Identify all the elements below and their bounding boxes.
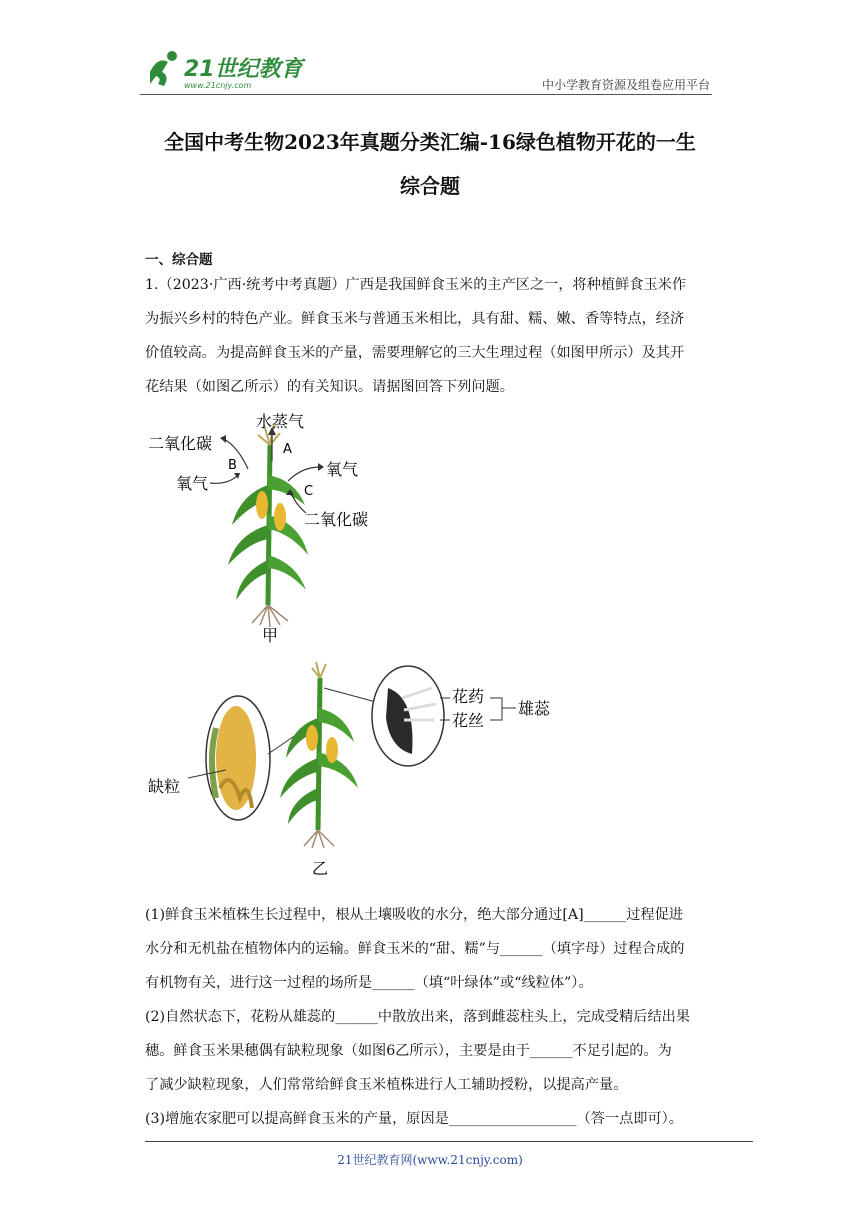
- roots: [252, 605, 288, 627]
- sub-question-1: [145, 898, 717, 1000]
- figure-yi: [140, 658, 580, 883]
- sub-question-line: (3)增施农家肥可以提高鲜食玉米的产量，原因是__________________（答一点即可）。: [145, 1111, 683, 1127]
- label-missing-kernels: 缺粒: [148, 777, 181, 796]
- figure-jia-caption: 甲: [262, 626, 279, 645]
- logo-text: 21世纪教育: [184, 57, 303, 82]
- leaf: [228, 525, 268, 565]
- sub-question-line: 水分和无机盐在植物体内的运输。鲜食玉米的“甜、糯”与______（填字母）过程合成的: [145, 941, 685, 957]
- label-o2-right: 氧气: [326, 460, 359, 479]
- leaf: [288, 788, 318, 824]
- leaf: [268, 555, 306, 590]
- label-co2-bottom: 二氧化碳: [304, 510, 369, 529]
- sub-question-line: 有机物有关，进行这一过程的场所是______（填“叶绿体”或“线粒体”）。: [145, 975, 593, 991]
- footer-link[interactable]: 21世纪教育网(www.21cnjy.com): [337, 1153, 523, 1167]
- pointer-line: [324, 688, 376, 702]
- title-line-1: 全国中考生物2023年真题分类汇编-16绿色植物开花的一生: [164, 130, 696, 154]
- footer-divider: [145, 1141, 753, 1142]
- figure-jia: [140, 405, 400, 650]
- header-divider: [140, 94, 712, 95]
- leaf: [318, 708, 354, 742]
- sub-question-line: 了减少缺粒现象，人们常常给鲜食玉米植株进行人工辅助授粉，以提高产量。: [145, 1077, 628, 1093]
- label-a: A: [283, 442, 292, 457]
- logo-graphic: [140, 42, 320, 94]
- question-line: 花结果（如图乙所示）的有关知识。请据图回答下列问题。: [145, 379, 514, 395]
- leaf: [236, 560, 268, 600]
- leaf: [268, 515, 308, 555]
- corn-ear: [306, 725, 318, 751]
- sub-question-line: (2)自然状态下，花粉从雄蕊的______中散放出来，落到雌蕊柱头上，完成受精后结出果: [145, 1009, 691, 1025]
- sub-question-3: [145, 1102, 717, 1136]
- leaf: [318, 752, 358, 788]
- stamen-bracket: [490, 698, 516, 720]
- leaf: [268, 475, 305, 505]
- sub-question-line: 穗。鲜食玉米果穗偶有缺粒现象（如图6乙所示），主要是由于______不足引起的。为: [145, 1043, 672, 1059]
- page-title: [120, 120, 740, 208]
- label-b: B: [228, 458, 237, 473]
- sub-question-line: (1)鲜食玉米植株生长过程中，根从土壤吸收的水分，绝大部分通过[A]______过程促进: [145, 907, 683, 923]
- site-logo: [140, 42, 320, 94]
- question-line: 价值较高。为提高鲜食玉米的产量，需要理解它的三大生理过程（如图甲所示）及其开: [145, 345, 685, 361]
- arrow-b-in: [210, 475, 238, 483]
- label-water-vapor: 水蒸气: [256, 412, 305, 431]
- roots: [304, 830, 334, 848]
- corn-ear: [326, 737, 338, 763]
- corn-ear: [274, 503, 286, 531]
- label-anther: 花药: [452, 687, 485, 706]
- label-stamen: 雄蕊: [518, 699, 551, 718]
- question-line: 为振兴乡村的特色产业。鲜食玉米与普通玉米相比，具有甜、糯、嫩、香等特点，经济: [145, 311, 685, 327]
- label-filament: 花丝: [452, 711, 485, 730]
- runner-head-icon: [167, 51, 177, 61]
- tassel: [312, 662, 326, 678]
- label-c: C: [304, 484, 314, 499]
- arrow-c-out: [288, 467, 320, 481]
- question-line: 1.（2023·广西·统考中考真题）广西是我国鲜食玉米的主产区之一，将种植鲜食玉米作: [145, 277, 687, 293]
- label-co2-top: 二氧化碳: [148, 434, 213, 453]
- sub-question-2: [145, 1000, 717, 1102]
- section-heading: 一、综合题: [145, 252, 213, 268]
- logo-url-text: www.21cnjy.com: [184, 81, 252, 90]
- runner-icon: [150, 60, 168, 86]
- corn-ear: [256, 491, 268, 519]
- figure-yi-caption: 乙: [312, 859, 329, 878]
- arrow-b-out-head: [220, 435, 226, 443]
- title-line-2: 综合题: [400, 174, 460, 198]
- label-o2-left: 氧气: [176, 474, 209, 493]
- arrow-c-out-head: [318, 463, 324, 471]
- platform-label: 中小学教育资源及组卷应用平台: [541, 78, 710, 92]
- question-stem: [145, 268, 717, 404]
